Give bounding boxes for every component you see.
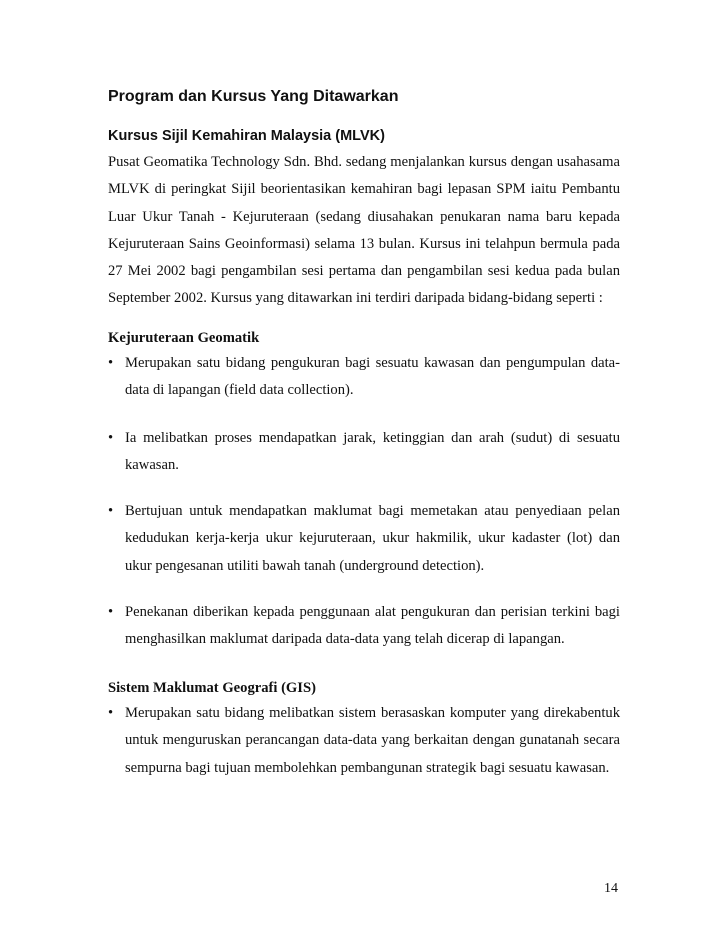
list-item (108, 350, 620, 405)
list-item-text: Merupakan satu bidang melibatkan sistem berasaskan komputer yang direkabentuk untuk menguruskan perancangan data-data yang berkaitan dengan gunatanah secara sempurna bagi tujuan membolehkan pembangunan strategik bagi sesuatu kawasan. (125, 705, 620, 776)
list-item-text: Penekanan diberikan kepada penggunaan alat pengukuran dan perisian terkini bagi menghasilkan maklumat daripada data-data yang telah dicerap di lapangan. (125, 604, 620, 648)
course-subtitle: Kursus Sijil Kemahiran Malaysia (MLVK) (108, 128, 385, 144)
intro-paragraph: Pusat Geomatika Technology Sdn. Bhd. sedang menjalankan kursus dengan usahasama MLVK di peringkat Sijil beorientasikan kemahiran bagi lepasan SPM iaitu Pembantu Luar Ukur Tanah - Kejuruteraan (sedang diusahakan penukaran nama baru kepada Kejuruteraan Sains Geoinformasi) selama 13 bulan. Kursus ini telahpun bermula pada 27 Mei 2002 bagi pengambilan sesi pertama dan pengambilan sesi kedua pada bulan September 2002. Kursus yang ditawarkan ini terdiri daripada bidang-bidang seperti : (108, 154, 620, 307)
bullet-icon: • (108, 705, 114, 721)
bullet-icon: • (108, 430, 114, 446)
list-item (108, 599, 620, 654)
bullet-icon: • (108, 604, 114, 620)
bullet-icon: • (108, 503, 114, 519)
list-item-text: Merupakan satu bidang pengukuran bagi sesuatu kawasan dan pengumpulan data-data di lapangan (field data collection). (125, 355, 620, 399)
section-heading-geomatik: Kejuruteraan Geomatik (108, 330, 260, 346)
bullet-icon: • (108, 355, 114, 371)
list-item-text: Bertujuan untuk mendapatkan maklumat bagi memetakan atau penyediaan pelan kedudukan kerja-kerja ukur kejuruteraan, ukur hakmilik, ukur kadaster (lot) dan ukur pengesanan utiliti bawah tanah (underground detection). (125, 503, 620, 574)
list-item-text: Ia melibatkan proses mendapatkan jarak, ketinggian dan arah (sudut) di sesuatu kawasan. (125, 430, 620, 474)
list-item (108, 425, 620, 480)
list-item (108, 700, 620, 782)
section-heading-gis: Sistem Maklumat Geografi (GIS) (108, 680, 316, 696)
page-number: 14 (604, 881, 618, 896)
list-item (108, 498, 620, 580)
page-title: Program dan Kursus Yang Ditawarkan (108, 88, 399, 105)
